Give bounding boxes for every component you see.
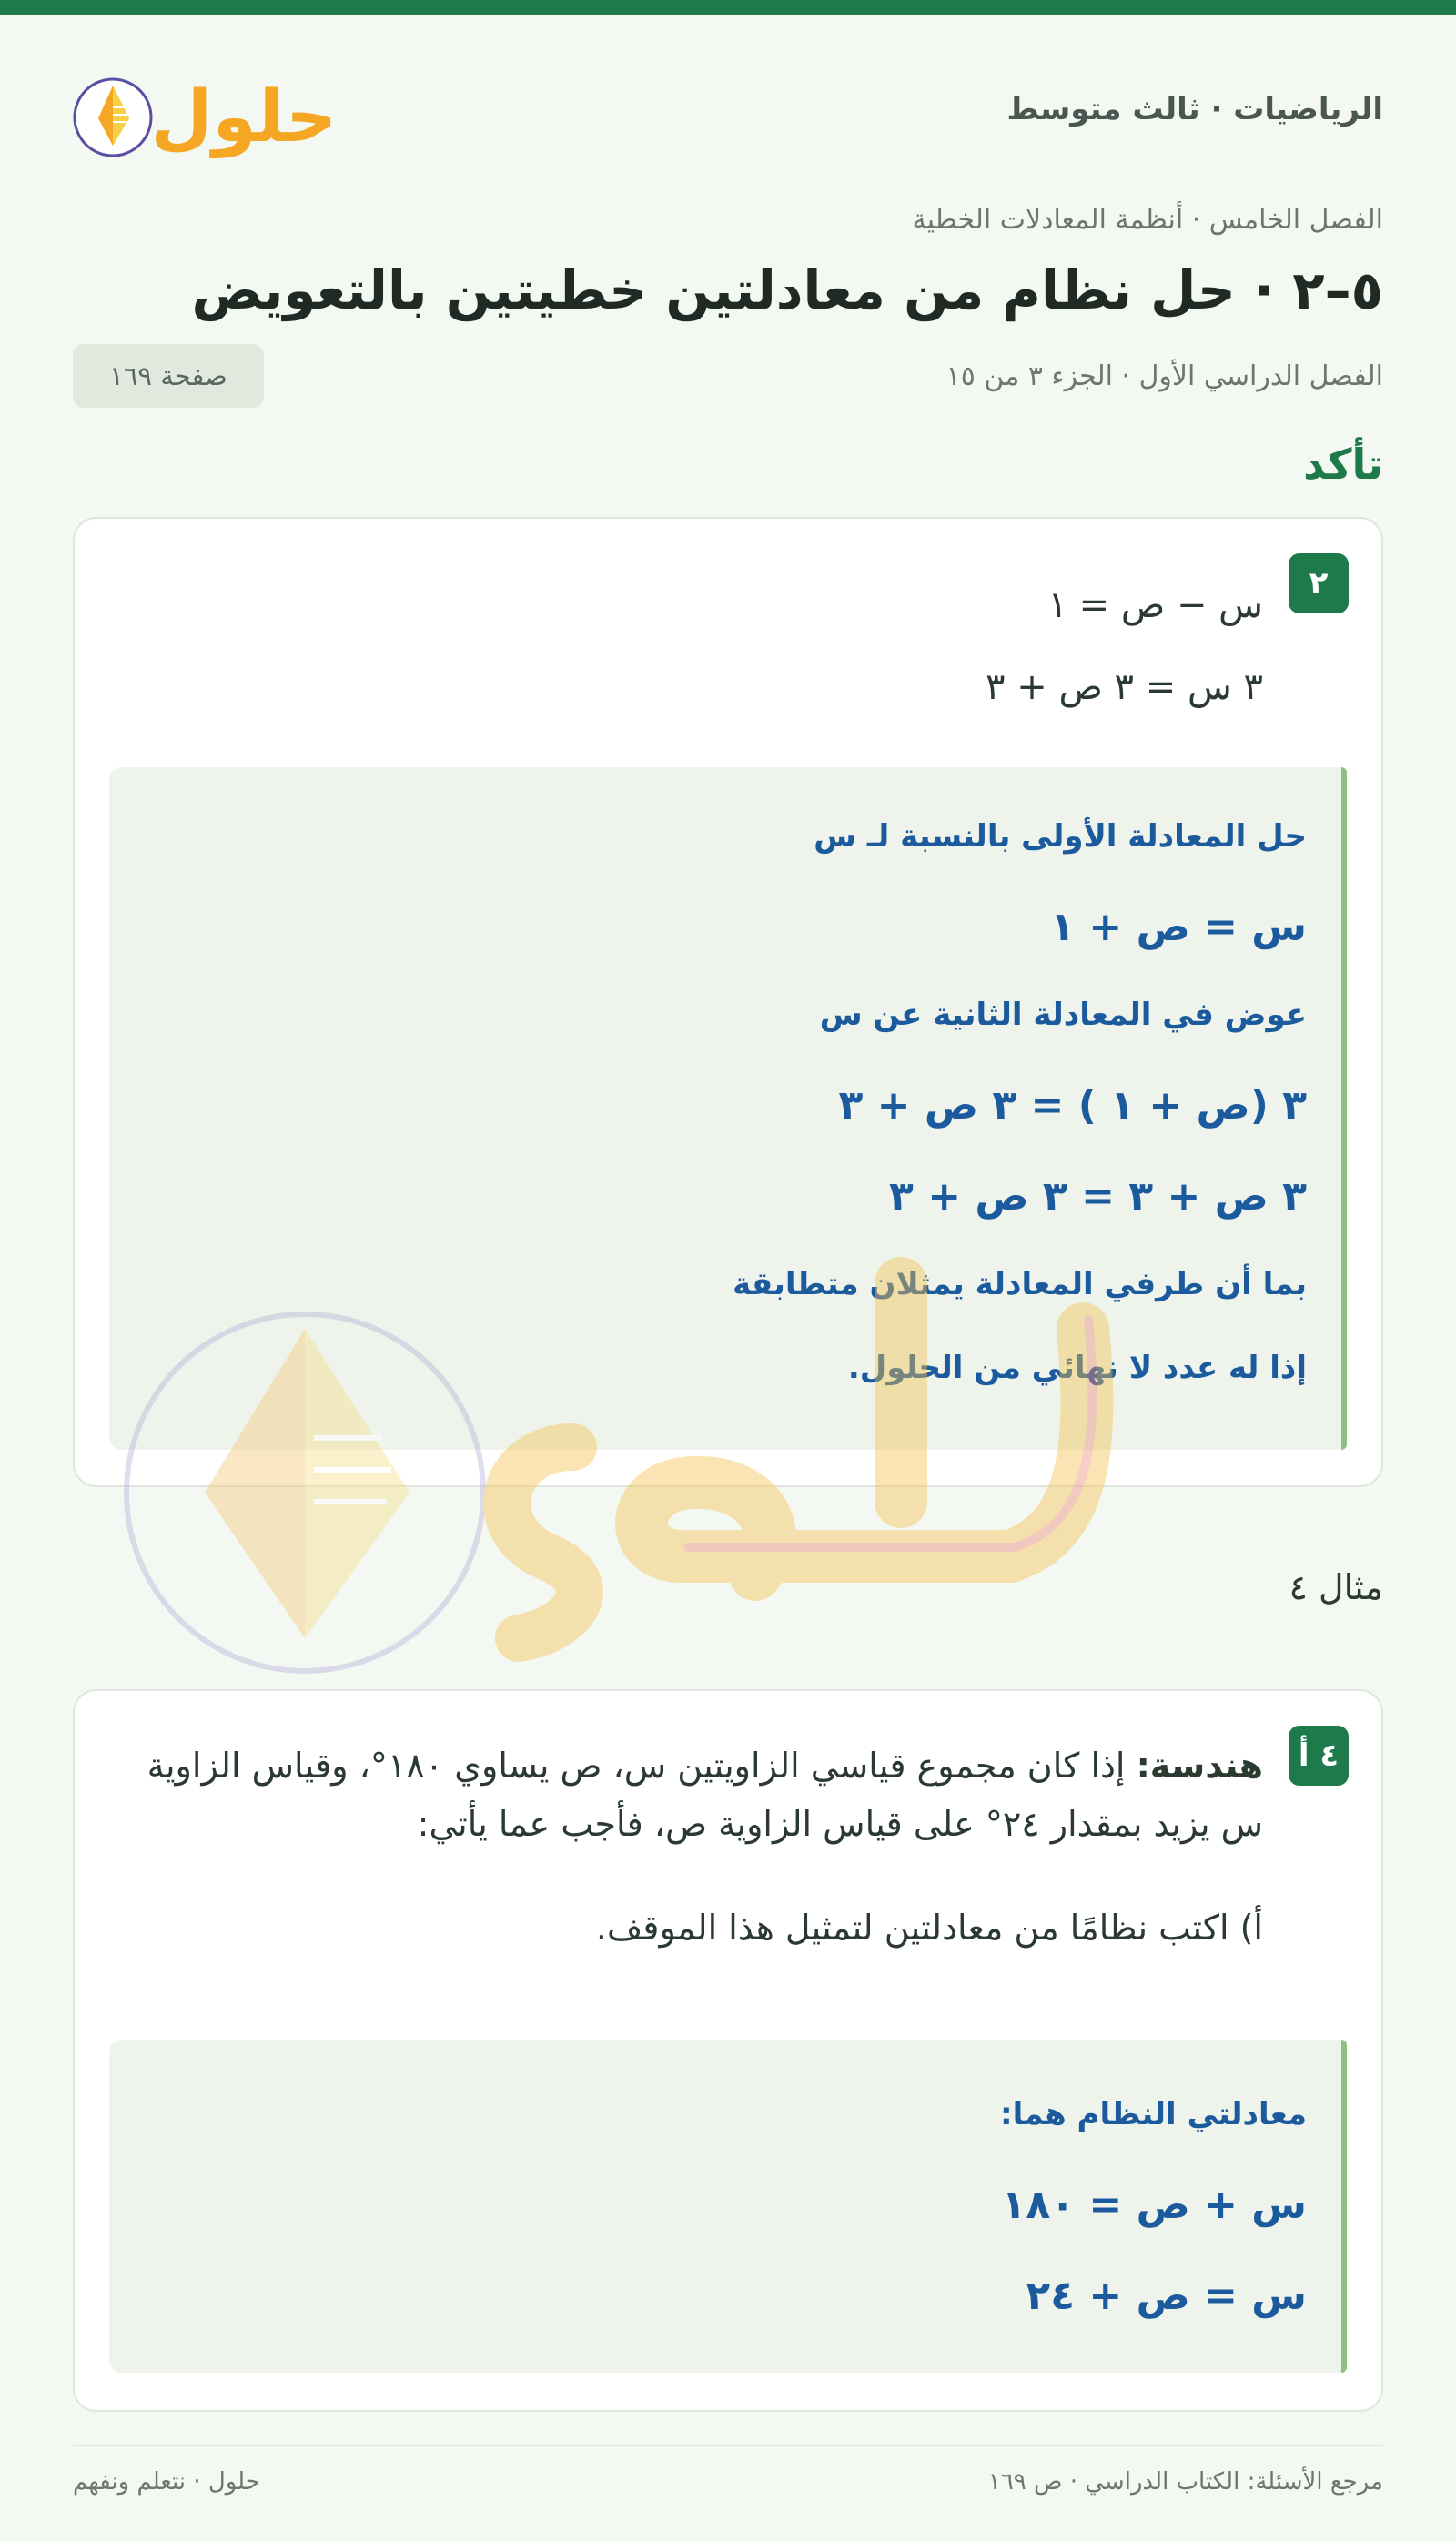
question-number-badge: ٤ أ	[1289, 1726, 1349, 1786]
equation-1: س − ص = ١	[1047, 584, 1263, 626]
term-meta: الفصل الدراسي الأول · الجزء ٣ من ١٥	[945, 360, 1383, 392]
answer-equation: ٣ (ص + ١ ) = ٣ ص + ٣	[838, 1082, 1307, 1129]
answer-note: عوض في المعادلة الثانية عن س	[819, 997, 1307, 1033]
top-accent-bar	[0, 0, 1456, 15]
footer-brand: حلول · نتعلم ونفهم	[73, 2468, 260, 2496]
equation-2: ٣ س = ٣ ص + ٣	[986, 666, 1263, 708]
question-topic: هندسة:	[1136, 1746, 1263, 1786]
question-card-2	[73, 517, 1383, 1487]
breadcrumb: الفصل الخامس · أنظمة المعادلات الخطية	[912, 204, 1383, 236]
answer-box	[109, 767, 1347, 1450]
question-card-4	[73, 1689, 1383, 2412]
answer-equation: س = ص + ٢٤	[1026, 2273, 1307, 2319]
section-heading: تأكد	[1303, 440, 1383, 489]
question-body: إذا كان مجموع قياسي الزاويتين س، ص يساوي ١٨٠°، وقياس الزاوية س يزيد بمقدار ٢٤° على قياس الزاوية ص، فأجب عما يأتي:	[147, 1746, 1263, 1844]
logo-wordmark: حلول	[150, 76, 338, 158]
answer-note: حل المعادلة الأولى بالنسبة لـ س	[814, 818, 1307, 855]
answer-conclusion: إذا له عدد لا نهائي من الحلول.	[847, 1350, 1307, 1386]
question-text	[144, 1737, 1263, 1853]
example-label: مثال ٤	[1289, 1567, 1383, 1607]
subject-title: الرياضيات · ثالث متوسط	[1006, 91, 1383, 127]
answer-note: بما أن طرفي المعادلة يمثلان متطابقة	[733, 1266, 1307, 1302]
page-header	[73, 55, 1383, 173]
answer-note: معادلتي النظام هما:	[999, 2096, 1307, 2132]
page-number-badge: صفحة ١٦٩	[73, 344, 264, 408]
sub-question: أ) اكتب نظامًا من معادلتين لتمثيل هذا الموقف.	[595, 1908, 1263, 1948]
answer-equation: ٣ ص + ٣ = ٣ ص + ٣	[889, 1173, 1307, 1220]
page-title: ٥–٢ · حل نظام من معادلتين خطيتين بالتعويض	[191, 259, 1383, 321]
answer-equation: س + ص = ١٨٠	[1001, 2182, 1307, 2228]
answer-equation: س = ص + ١	[1050, 904, 1307, 950]
hulul-logo-icon[interactable]	[73, 55, 346, 173]
footer-reference: مرجع الأسئلة: الكتاب الدراسي · ص ١٦٩	[987, 2468, 1383, 2496]
answer-box	[109, 2040, 1347, 2373]
question-number-badge: ٢	[1289, 553, 1349, 613]
footer-divider	[73, 2445, 1383, 2446]
